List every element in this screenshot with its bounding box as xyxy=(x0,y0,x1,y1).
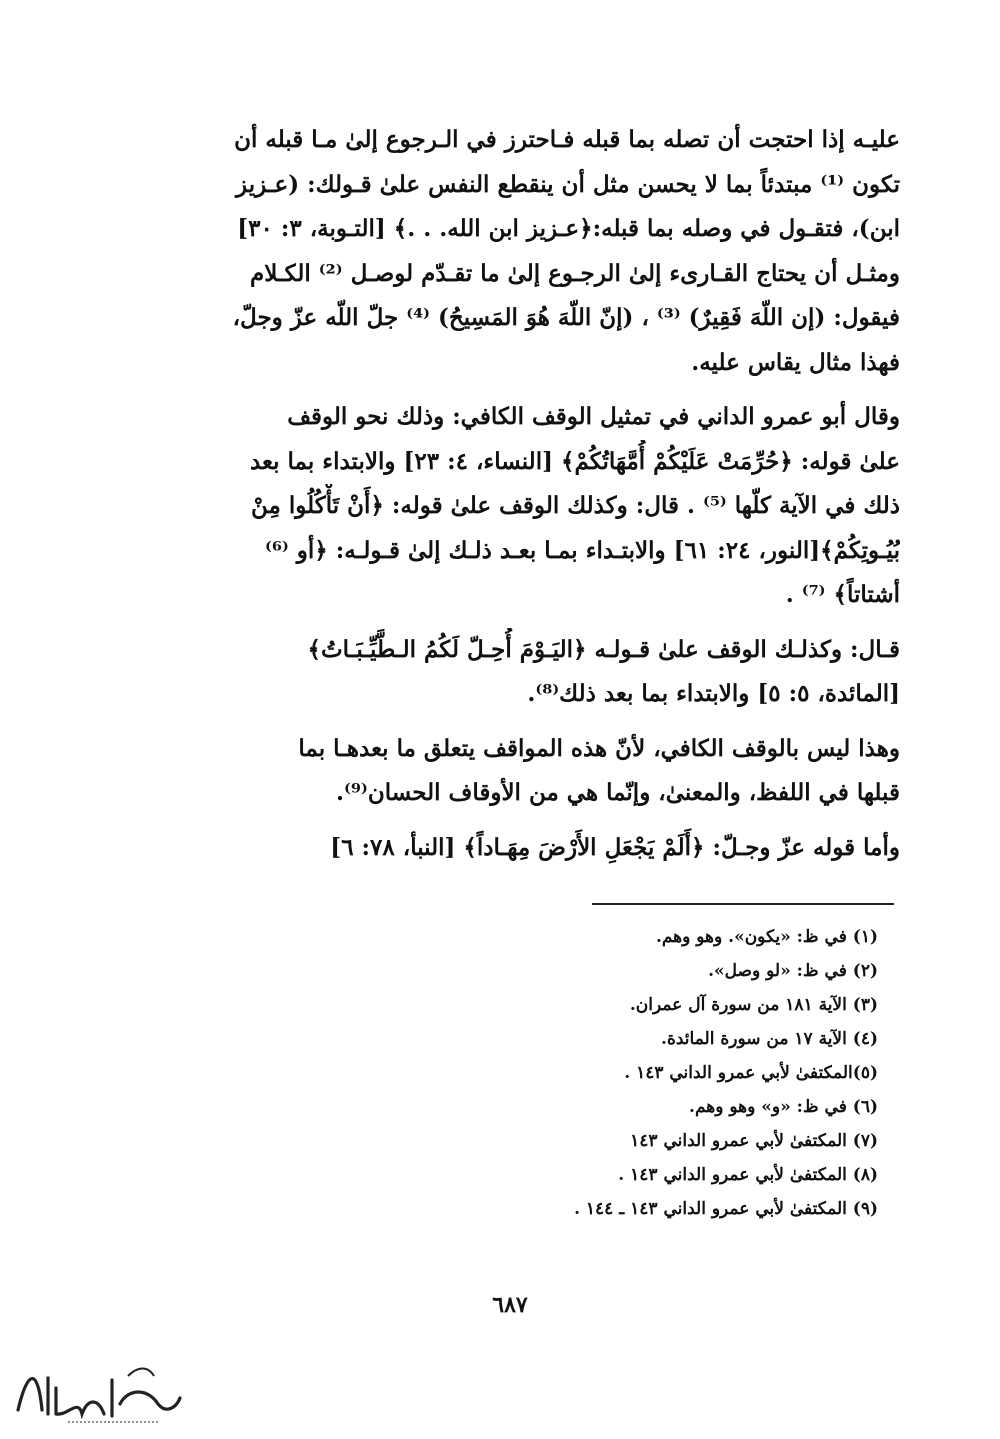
text-line: فيقول: (إن اللّهَ فَقِيرٌ) ⁽³⁾ ، (إنّ اللّهَ هُوَ المَسِيحُ) ⁽⁴⁾ جلّ اللّه عزّ وجلّ، xyxy=(232,304,900,331)
text-line: أشتاتاً﴾ ⁽⁷⁾ . xyxy=(785,581,900,608)
text-line: قـال: وكذلـك الوقف علىٰ قـولـه ﴿اليَـوْمَ أُحِـلّ لَكُمُ الـطَّيِّـبَـاتُ﴾ xyxy=(307,635,900,663)
text-line: وهذا ليس بالوقف الكافي، لأنّ هذه المواقف يتعلق ما بعدهـا بما xyxy=(298,734,900,762)
text-line: ابن)، فتقـول في وصله بما قبله:﴿عـزيز ابن الله. . .﴾ [التـوبة، ٣: ٣٠] xyxy=(237,215,900,242)
paragraph-2 xyxy=(180,395,900,618)
text-line: فهذا مثال يقاس عليه. xyxy=(691,348,900,376)
text-line: [المائدة، ٥: ٥] والابتداء بما بعد ذلك⁽⁸⁾. xyxy=(527,680,900,707)
paragraph-1 xyxy=(180,118,900,385)
paragraph-5 xyxy=(180,826,900,871)
footnote: (٨) المكتفىٰ لأبي عمرو الداني ١٤٣ . xyxy=(618,1165,878,1185)
footnotes xyxy=(500,920,878,1226)
footnote: (٤) الآية ١٧ من سورة المائدة. xyxy=(661,1029,878,1049)
text-line: عليـه إذا احتجت أن تصله بما قبله فـاحترز في الـرجوع إلىٰ مـا قبله أن xyxy=(234,126,900,153)
page-number: ٦٨٧ xyxy=(492,1292,528,1318)
footnote: (٦) في ظ: «و» وهو وهم. xyxy=(689,1097,878,1117)
text-line: تكون ⁽¹⁾ مبتدئاً بما لا يحسن مثل أن ينقطع النفس علىٰ قـولك: (عـزيز xyxy=(236,170,900,198)
footnote: (٣) الآية ١٨١ من سورة آل عمران. xyxy=(629,995,878,1015)
text-line: وأما قوله عزّ وجـلّ: ﴿أَلَمْ يَجْعَلِ الأَرْضَ مِهَـاداً﴾ [النبأ، ٧٨: ٦] xyxy=(330,833,900,861)
footnote: (٧) المكتفىٰ لأبي عمرو الداني ١٤٣ xyxy=(630,1131,878,1151)
text-line: وقال أبو عمرو الداني في تمثيل الوقف الكافي: وذلك نحو الوقف xyxy=(287,403,900,430)
text-line: قبلها في اللفظ، والمعنىٰ، وإنّما هي من الأوقاف الحسان⁽⁹⁾. xyxy=(336,779,900,806)
footnote-divider xyxy=(592,903,894,905)
main-text xyxy=(180,118,900,880)
text-line: ذلك في الآية كلّها ⁽⁵⁾ . قال: وكذلك الوقف علىٰ قوله: ﴿أَنْ تَأْكُلُوا مِنْ xyxy=(251,492,900,519)
text-line: بُيُـوتِكُمْ﴾[النور، ٢٤: ٦١] والابتـداء بمـا بعـد ذلـك إلىٰ قـولـه: ﴿أو ⁽⁶⁾ xyxy=(265,536,900,564)
paragraph-4 xyxy=(180,727,900,816)
footnote: (٢) في ظ: «لو وصل». xyxy=(708,961,878,981)
text-line: ومثـل أن يحتاج القـارىء إلىٰ الرجـوع إلىٰ ما تقـدّم لوصـل ⁽²⁾ الكـلام xyxy=(249,259,900,287)
paragraph-3 xyxy=(180,628,900,717)
watermark-logo xyxy=(8,1358,188,1428)
footnote: (٩) المكتفىٰ لأبي عمرو الداني ١٤٣ ـ ١٤٤ . xyxy=(574,1199,878,1219)
footnote: (١) في ظ: «يكون». وهو وهم. xyxy=(655,927,878,947)
footnote: (٥)المكتفىٰ لأبي عمرو الداني ١٤٣ . xyxy=(624,1063,878,1083)
text-line: علىٰ قوله: ﴿حُرِّمَتْ عَلَيْكُمْ أُمَّهَاتُكُمْ﴾ [النساء، ٤: ٢٣] والابتداء بما بعد xyxy=(249,447,900,475)
